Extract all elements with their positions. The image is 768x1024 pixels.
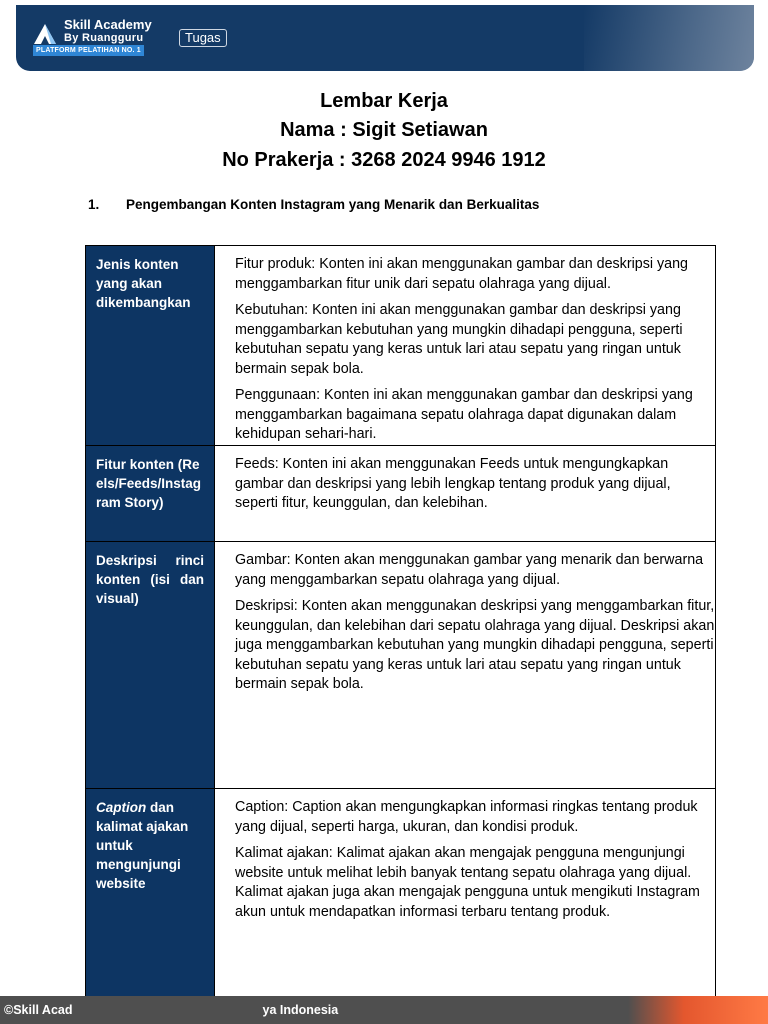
participant-name: Nama : Sigit Setiawan (280, 119, 488, 141)
row-content (215, 246, 715, 445)
content-paragraph: Penggunaan: Konten ini akan menggunakan gambar dan deskripsi yang menggambarkan bagaimana sepatu olahraga dapat digunakan dalam kehidupan sehari-hari. (235, 387, 693, 442)
page-title: Lembar Kerja (320, 90, 448, 112)
brand-subtitle: By Ruangguru (64, 32, 144, 44)
prakerja-number: No Prakerja : 3268 2024 9946 1912 (222, 149, 546, 171)
row-label: Deskripsi rinci konten (isi dan visual) (86, 542, 215, 788)
content-paragraph: Kalimat ajakan: Kalimat ajakan akan mengajak pengguna mengunjungi website untuk melihat lebih banyak tentang sepatu olahraga yang dijual. Kalimat ajakan juga akan mengajak pengguna untuk mengikuti Instagram akun untuk mendapatkan informasi terbaru tentang produk. (235, 845, 700, 920)
skill-academy-logo-icon (32, 22, 58, 46)
brand-name: Skill Academy (64, 17, 152, 32)
footer-bar (0, 996, 768, 1024)
footer-accent (628, 996, 768, 1024)
content-paragraph: Deskripsi: Konten akan menggunakan deskripsi yang menggambarkan fitur, keunggulan, dan kelebihan dari sepatu olahraga yang dijual. Deskripsi akan juga menggambarkan kebutuhan yang mungkin dihadapi pengguna, seperti kebutuhan sepatu yang keras untuk lari atau sepatu yang ringan untuk bermain sepak bola. (235, 598, 715, 692)
section-number: 1. (88, 197, 100, 212)
row-label (86, 789, 215, 1022)
footer-text-left: ©Skill Acad (4, 1003, 73, 1017)
footer-copyright (4, 1002, 338, 1018)
row-label-italic: Caption (96, 800, 147, 815)
table-row (86, 246, 715, 446)
content-paragraph: Kebutuhan: Konten ini akan menggunakan gambar dan deskripsi yang menggambarkan kebutuhan yang mungkin dihadapi pengguna, seperti kebutuhan sepatu yang keras untuk lari atau sepatu yang ringan untuk bermain sepak bola. (235, 302, 683, 377)
table-row (86, 446, 715, 542)
tugas-tag: Tugas (179, 29, 227, 47)
row-content (215, 542, 715, 788)
header-banner (16, 5, 754, 71)
content-paragraph: Feeds: Konten ini akan menggunakan Feeds untuk mengungkapkan gambar dan deskripsi yang lebih lengkap tentang produk yang dijual, seperti fitur, keunggulan, dan kelebihan. (235, 456, 671, 511)
row-content (215, 789, 715, 1022)
row-content (215, 446, 715, 541)
content-paragraph: Gambar: Konten akan menggunakan gambar yang menarik dan berwarna yang menggambarkan sepatu olahraga yang dijual. (235, 552, 704, 588)
row-label: Jenis konten yang akan dikembangkan (86, 246, 215, 445)
table-row (86, 542, 715, 789)
brand-badge: PLATFORM PELATIHAN NO. 1 (33, 45, 144, 56)
row-label: Fitur konten (Reels/Feeds/Instagram Story) (86, 446, 215, 541)
header-pen-image (584, 5, 754, 71)
section-heading (88, 196, 539, 214)
worksheet-table (85, 245, 716, 1023)
row-label-rest: dan kalimat ajakan untuk mengunjungi website (96, 800, 189, 891)
content-paragraph: Fitur produk: Konten ini akan menggunakan gambar dan deskripsi yang menggambarkan fitur unik dari sepatu olahraga yang dijual. (235, 256, 689, 292)
content-paragraph: Caption: Caption akan mengungkapkan informasi ringkas tentang produk yang dijual, seperti harga, ukuran, dan kondisi produk. (235, 799, 698, 835)
table-row (86, 789, 715, 1022)
footer-text-right: ya Indonesia (262, 1003, 339, 1017)
section-title: Pengembangan Konten Instagram yang Menarik dan Berkualitas (126, 197, 540, 212)
